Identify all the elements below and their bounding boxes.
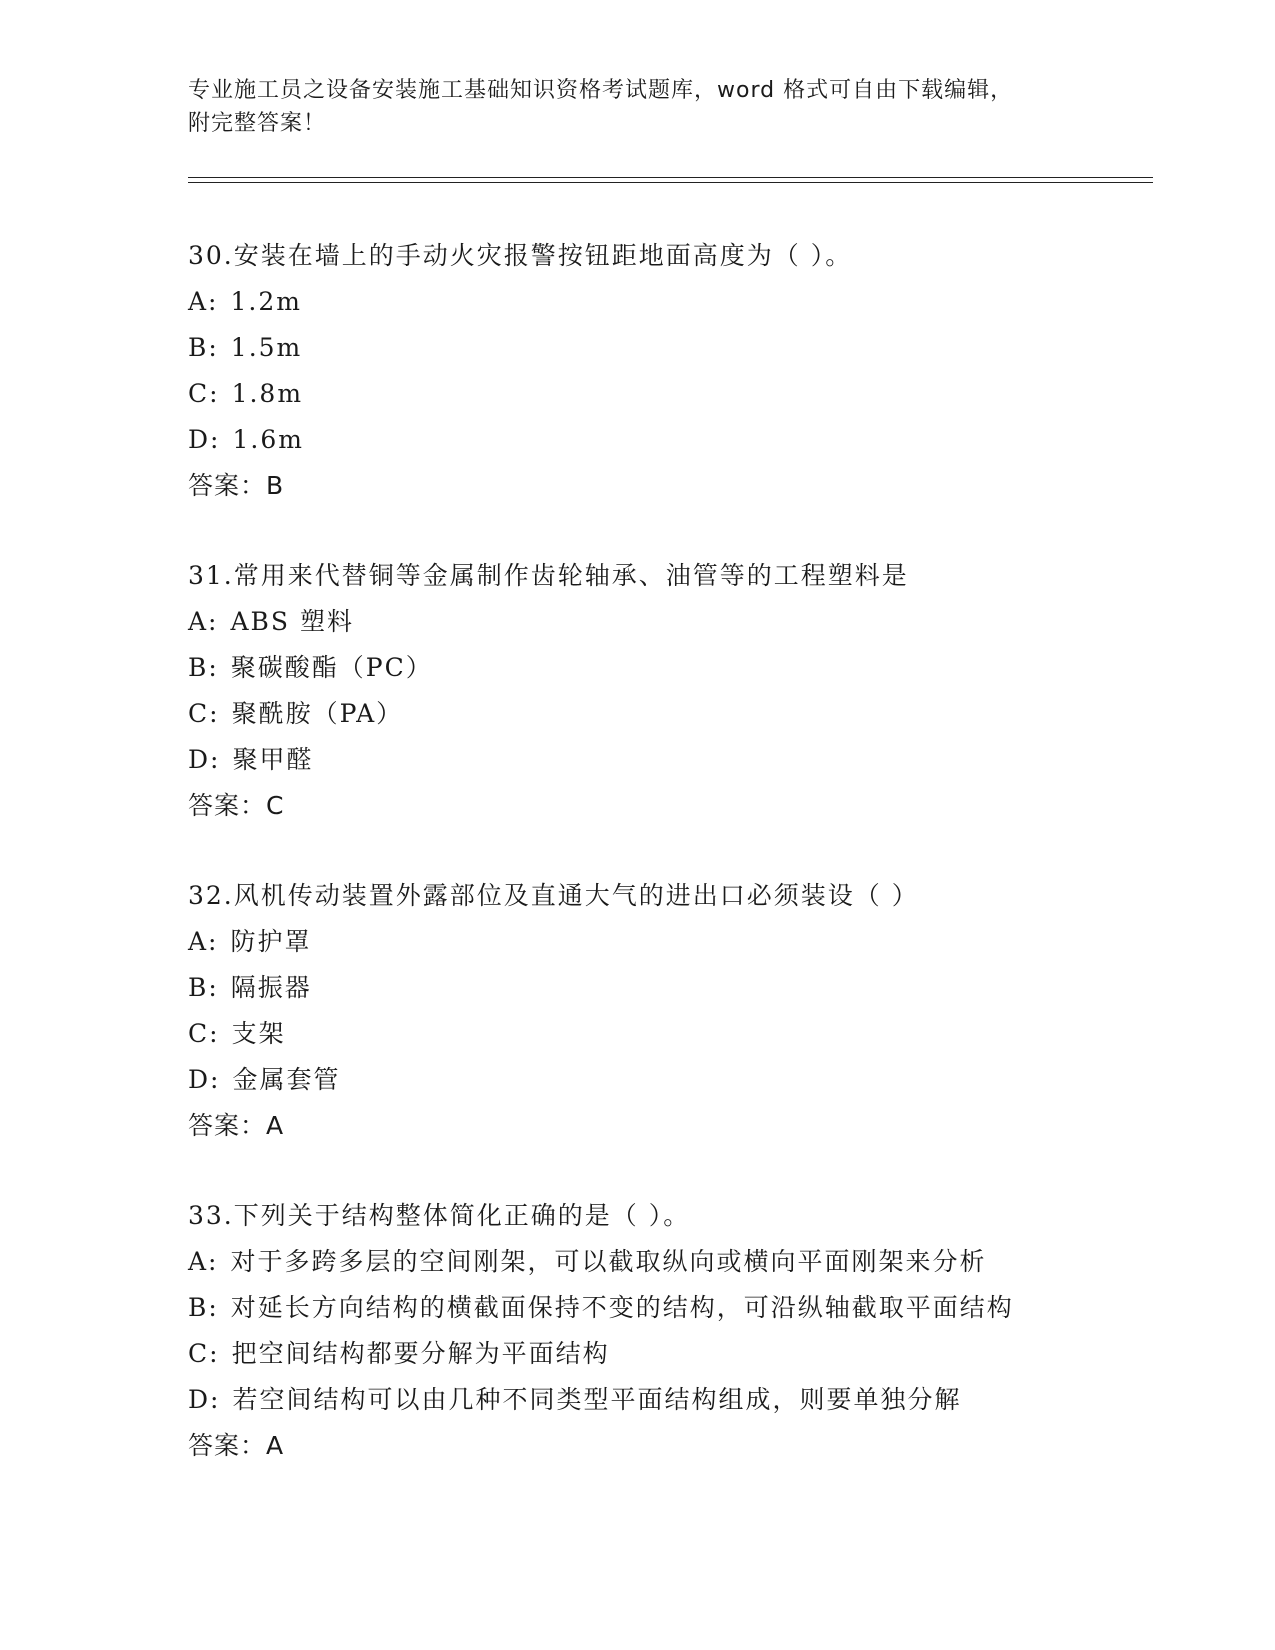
option-key: D: — [188, 425, 221, 454]
option-b — [188, 645, 1168, 691]
option-text: 对于多跨多层的空间刚架，可以截取纵向或横向平面刚架来分析 — [230, 1247, 987, 1276]
option-key: A: — [188, 287, 219, 316]
option-c — [188, 691, 1168, 737]
option-text: 对延长方向结构的横截面保持不变的结构，可沿纵轴截取平面结构 — [230, 1293, 1014, 1322]
option-a — [188, 1239, 1168, 1285]
question-31 — [188, 553, 1168, 829]
option-c — [188, 1331, 1168, 1377]
option-key: C: — [188, 699, 220, 728]
option-text: 聚酰胺（PA） — [231, 699, 404, 728]
option-key: A: — [188, 1247, 219, 1276]
option-text: 支架 — [231, 1019, 286, 1048]
option-b — [188, 1285, 1168, 1331]
option-text: 防护罩 — [230, 927, 312, 956]
option-key: C: — [188, 1339, 220, 1368]
option-key: D: — [188, 745, 221, 774]
option-text: 1.5m — [230, 333, 303, 362]
document-header — [188, 74, 1088, 140]
option-key: B: — [188, 1293, 219, 1322]
option-a — [188, 599, 1168, 645]
option-text: 1.8m — [231, 379, 304, 408]
option-key: C: — [188, 1019, 220, 1048]
answer-line: 答案：A — [188, 1111, 285, 1140]
option-b — [188, 965, 1168, 1011]
header-line-2: 附完整答案！ — [188, 111, 327, 136]
option-b — [188, 325, 1168, 371]
option-text: 聚甲醛 — [232, 745, 314, 774]
header-divider-top — [188, 177, 1153, 178]
option-text: 若空间结构可以由几种不同类型平面结构组成，则要单独分解 — [232, 1385, 962, 1414]
option-text: 隔振器 — [230, 973, 312, 1002]
option-d — [188, 737, 1168, 783]
answer-line: 答案：C — [188, 791, 285, 820]
option-d — [188, 417, 1168, 463]
header-divider-bottom — [188, 182, 1153, 183]
option-c — [188, 371, 1168, 417]
question-30 — [188, 233, 1168, 509]
option-text: ABS 塑料 — [230, 607, 354, 636]
question-stem: 33.下列关于结构整体简化正确的是（ ）。 — [188, 1201, 691, 1230]
question-stem: 31.常用来代替铜等金属制作齿轮轴承、油管等的工程塑料是 — [188, 561, 909, 590]
option-text: 1.2m — [230, 287, 302, 316]
option-key: B: — [188, 653, 219, 682]
option-d — [188, 1057, 1168, 1103]
option-c — [188, 1011, 1168, 1057]
option-text: 把空间结构都要分解为平面结构 — [231, 1339, 610, 1368]
question-stem: 30.安装在墙上的手动火灾报警按钮距地面高度为（ ）。 — [188, 241, 853, 270]
option-key: A: — [188, 607, 219, 636]
answer-line: 答案：A — [188, 1431, 285, 1460]
option-d — [188, 1377, 1168, 1423]
header-line-1: 专业施工员之设备安装施工基础知识资格考试题库，word 格式可自由下载编辑， — [188, 78, 1014, 103]
option-key: D: — [188, 1385, 221, 1414]
option-a — [188, 279, 1168, 325]
option-key: B: — [188, 973, 219, 1002]
option-text: 金属套管 — [232, 1065, 341, 1094]
option-key: C: — [188, 379, 220, 408]
question-33 — [188, 1193, 1168, 1469]
option-key: A: — [188, 927, 219, 956]
question-stem: 32.风机传动装置外露部位及直通大气的进出口必须装设（ ） — [188, 881, 919, 910]
option-key: D: — [188, 1065, 221, 1094]
option-text: 1.6m — [232, 425, 304, 454]
answer-line: 答案：B — [188, 471, 285, 500]
question-32 — [188, 873, 1168, 1149]
option-key: B: — [188, 333, 219, 362]
option-a — [188, 919, 1168, 965]
option-text: 聚碳酸酯（PC） — [230, 653, 433, 682]
